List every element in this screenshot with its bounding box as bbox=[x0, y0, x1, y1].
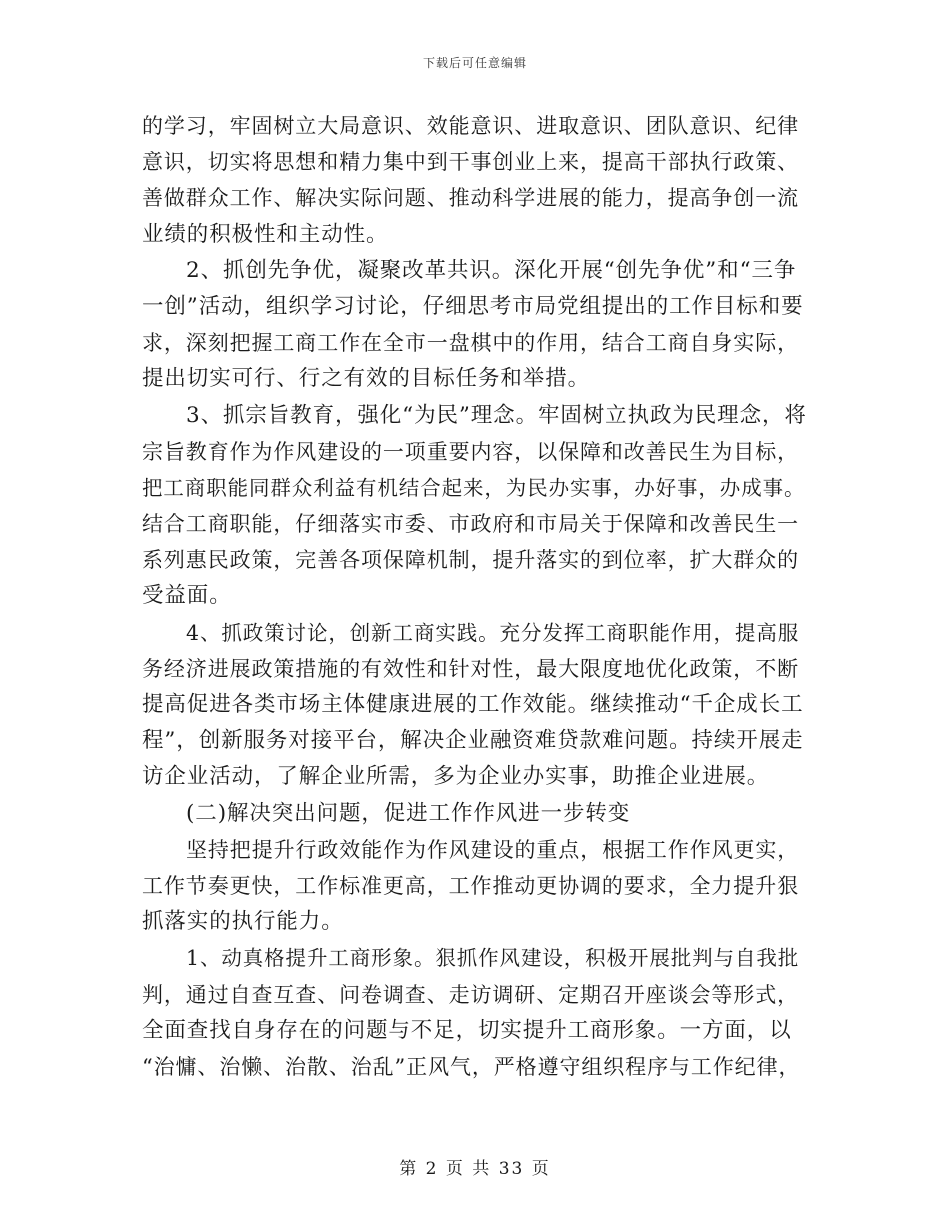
text-line: 访企业活动，了解企业所需，多为企业办实事，助推企业进展。 bbox=[142, 764, 770, 790]
paragraph-start: 1、动真格提升工商形象。狠抓作风建设，积极开展批判与自我批 bbox=[186, 946, 800, 971]
text-line: 抓落实的执行能力。 bbox=[142, 909, 344, 935]
text-line: 受益面。 bbox=[142, 583, 232, 609]
text-line: 结合工商职能，仔细落实市委、市政府和市局关于保障和改善民生一 bbox=[142, 512, 799, 537]
document-body bbox=[142, 108, 808, 1085]
text-line: 判，通过自查互查、问卷调查、走访调研、定期召开座谈会等形式， bbox=[142, 982, 799, 1007]
paragraph-start: 坚持把提升行政效能作为作风建设的重点，根据工作作风更实， bbox=[186, 837, 800, 862]
text-line: 意识，切实将思想和精力集中到干事创业上来，提高干部执行政策、 bbox=[142, 150, 799, 175]
text-line: 提高促进各类市场主体健康进展的工作效能。继续推动“千企成长工 bbox=[142, 692, 804, 717]
text-line: 的学习，牢固树立大局意识、效能意识、进取意识、团队意识、纪律 bbox=[142, 114, 799, 138]
paragraph-start: 2、抓创先争优，凝聚改革共识。深化开展“创先争优”和“三争 bbox=[186, 257, 797, 283]
text-line: 工作节奏更快，工作标准更高，工作推动更协调的要求，全力提升狠 bbox=[142, 873, 799, 898]
text-line: 善做群众工作、解决实际问题、推动科学进展的能力，提高争创一流 bbox=[142, 186, 799, 211]
text-line: 全面查找自身存在的问题与不足，切实提升工商形象。一方面，以 bbox=[142, 1017, 792, 1043]
text-line: “治慵、治懒、治散、治乱”正风气，严格遵守组织程序与工作纪律， bbox=[142, 1054, 801, 1079]
text-line: 业绩的积极性和主动性。 bbox=[142, 221, 389, 247]
paragraph-start: 3、抓宗旨教育，强化“为民”理念。牢固树立执政为民理念，将 bbox=[186, 402, 807, 428]
text-line: 宗旨教育作为作风建设的一项重要内容，以保障和改善民生为目标， bbox=[142, 439, 799, 464]
text-line: 务经济进展政策措施的有效性和针对性，最大限度地优化政策，不断 bbox=[142, 656, 799, 681]
header-note: 下载后可任意编辑 bbox=[422, 56, 527, 70]
text-line: 提出切实可行、行之有效的目标任务和举措。 bbox=[142, 366, 591, 392]
page-number-footer: 第 2 页 共 33 页 bbox=[399, 1159, 551, 1179]
text-line: 一创”活动，组织学习讨论，仔细思考市局党组提出的工作目标和要 bbox=[142, 293, 804, 319]
paragraph-start: 4、抓政策讨论，创新工商实践。充分发挥工商职能作用，提高服 bbox=[186, 620, 800, 645]
text-line: 系列惠民政策，完善各项保障机制，提升落实的到位率，扩大群众的 bbox=[142, 548, 799, 573]
section-heading: (二)解决突出问题，促进工作作风进一步转变 bbox=[186, 800, 631, 826]
text-line: 求，深刻把握工商工作在全市一盘棋中的作用，结合工商自身实际， bbox=[142, 331, 799, 356]
text-line: 把工商职能同群众利益有机结合起来，为民办实事，办好事，办成事。 bbox=[142, 475, 806, 500]
text-line: 程”，创新服务对接平台，解决企业融资难贷款难问题。持续开展走 bbox=[142, 728, 804, 754]
